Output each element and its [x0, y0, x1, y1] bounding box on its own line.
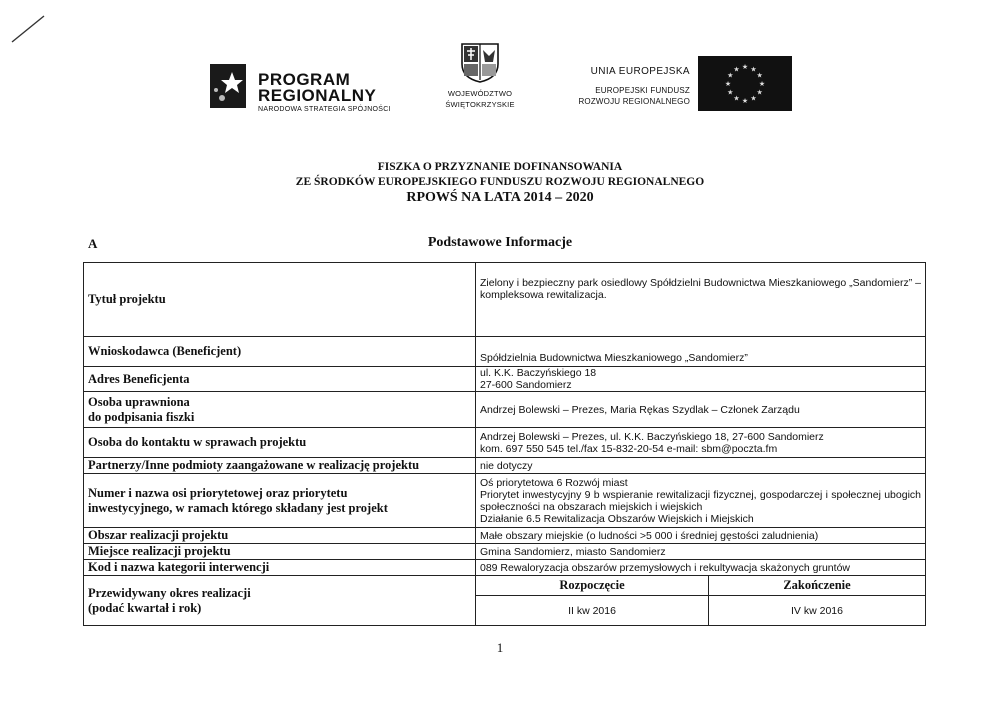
info-table: [83, 262, 926, 626]
title-label: Tytuł projektu: [84, 263, 476, 337]
voivodeship-logo: [420, 42, 540, 122]
eu-star-icon: ★: [756, 88, 763, 97]
end-header: Zakończenie: [709, 576, 926, 596]
program-regionalny-logo: [206, 60, 416, 120]
pen-mark: [8, 12, 48, 46]
eu-star-icon: ★: [733, 94, 740, 103]
period-label: [84, 576, 476, 626]
signatory-label-line1: Osoba uprawniona: [88, 394, 190, 409]
doc-title-line2: ZE ŚRODKÓW EUROPEJSKIEGO FUNDUSZU ROZWOJU REGIONALNEGO: [295, 176, 705, 188]
signatory-label: [84, 392, 476, 428]
table-row: [84, 560, 926, 576]
axis-line3: Działanie 6.5 Rewitalizacja Obszarów Wiejskich i Miejskich: [480, 512, 754, 525]
signatory-value: Andrzej Bolewski – Prezes, Maria Rękas Szydlak – Członek Zarządu: [476, 392, 926, 428]
table-row: [84, 528, 926, 544]
title-value-text: Zielony i bezpieczny park osiedlowy Spółdzielni Budownictwa Mieszkaniowego „Sandomierz” – kompleksowa rewitalizacja.: [480, 277, 921, 301]
start-header: Rozpoczęcie: [476, 576, 709, 596]
axis-line2: Priorytet inwestycyjny 9 b wspieranie rewitalizacji fizycznej, gospodarczej i społecznej ubogich społeczności na obszarach miejskich i wiejskich: [480, 488, 921, 513]
table-row: [84, 474, 926, 528]
applicant-value: Spółdzielnia Budownictwa Mieszkaniowego „Sandomierz”: [476, 337, 926, 367]
axis-line1: Oś priorytetowa 6 Rozwój miast: [480, 476, 628, 489]
voivodeship-line2: ŚWIĘTOKRZYSKIE: [445, 100, 515, 109]
section-heading: Podstawowe Informacje: [427, 235, 573, 250]
eu-logo: [556, 56, 796, 112]
partners-value: nie dotyczy: [476, 458, 926, 474]
program-line3: NARODOWA STRATEGIA SPÓJNOŚCI: [258, 106, 391, 113]
signatory-label-line2: do podpisania fiszki: [88, 409, 195, 424]
period-label-line1: Przewidywany okres realizacji: [88, 585, 251, 600]
eu-star-icon: ★: [733, 65, 740, 74]
table-row: [84, 367, 926, 392]
eu-title: UNIA EUROPEJSKA: [590, 66, 690, 77]
contact-line2: kom. 697 550 545 tel./fax 15-832-20-54 e-mail: sbm@poczta.fm: [480, 442, 778, 455]
table-row: [84, 428, 926, 458]
address-line1: ul. K.K. Baczyńskiego 18: [480, 367, 597, 379]
eu-star-icon: ★: [724, 80, 732, 88]
end-value: IV kw 2016: [709, 596, 926, 626]
program-star-icon: [206, 60, 250, 112]
address-line2: 27-600 Sandomierz: [480, 379, 572, 391]
section-letter: A: [88, 236, 98, 251]
axis-label-line1: Numer i nazwa osi priorytetowej oraz priorytetu: [88, 485, 348, 500]
area-label: Obszar realizacji projektu: [84, 528, 476, 544]
axis-label-line2: inwestycyjnego, w ramach którego składany jest projekt: [88, 500, 388, 515]
eu-star-icon: ★: [741, 97, 749, 105]
doc-title-line1: FISZKA O PRZYZNANIE DOFINANSOWANIA: [377, 161, 623, 173]
contact-label: Osoba do kontaktu w sprawach projektu: [84, 428, 476, 458]
eu-star-icon: ★: [741, 63, 749, 71]
area-value: Małe obszary miejskie (o ludności >5 000 i średniej gęstości zaludnienia): [476, 528, 926, 544]
eu-star-icon: ★: [727, 88, 734, 97]
eu-flag-icon: [698, 56, 792, 111]
table-row: [84, 458, 926, 474]
partners-label: Partnerzy/Inne podmioty zaangażowane w realizację projektu: [84, 458, 476, 474]
doc-title-line3: RPOWŚ NA LATA 2014 – 2020: [406, 190, 594, 205]
eu-star-icon: ★: [758, 80, 766, 88]
axis-label: [84, 474, 476, 528]
code-value: 089 Rewaloryzacja obszarów przemysłowych i rekultywacja skażonych gruntów: [476, 560, 926, 576]
program-line1: PROGRAM: [258, 70, 351, 89]
applicant-label: Wnioskodawca (Beneficjent): [84, 337, 476, 367]
place-value: Gmina Sandomierz, miasto Sandomierz: [476, 544, 926, 560]
start-value: II kw 2016: [476, 596, 709, 626]
table-row: [84, 576, 926, 596]
contact-value: [476, 428, 926, 458]
eu-star-icon: ★: [750, 65, 757, 74]
eu-fund-line2: ROZWOJU REGIONALNEGO: [578, 97, 690, 106]
code-label: Kod i nazwa kategorii interwencji: [84, 560, 476, 576]
program-line2: REGIONALNY: [258, 86, 377, 105]
eu-star-icon: ★: [750, 94, 757, 103]
eu-star-icon: ★: [727, 71, 734, 80]
contact-line1: Andrzej Bolewski – Prezes, ul. K.K. Baczyńskiego 18, 27-600 Sandomierz: [480, 430, 824, 443]
table-row: [84, 263, 926, 337]
place-label: Miejsce realizacji projektu: [84, 544, 476, 560]
title-value: [476, 263, 926, 337]
address-value: [476, 367, 926, 392]
page-number: 1: [496, 640, 504, 655]
eu-fund-line1: EUROPEJSKI FUNDUSZ: [595, 86, 690, 95]
table-row: [84, 337, 926, 367]
period-label-line2: (podać kwartał i rok): [88, 600, 202, 615]
table-row: [84, 392, 926, 428]
voivodeship-line1: WOJEWÓDZTWO: [447, 89, 513, 98]
address-label: Adres Beneficjenta: [84, 367, 476, 392]
coat-of-arms-icon: [458, 42, 502, 84]
axis-value: [476, 474, 926, 528]
eu-star-icon: ★: [756, 71, 763, 80]
table-row: [84, 544, 926, 560]
